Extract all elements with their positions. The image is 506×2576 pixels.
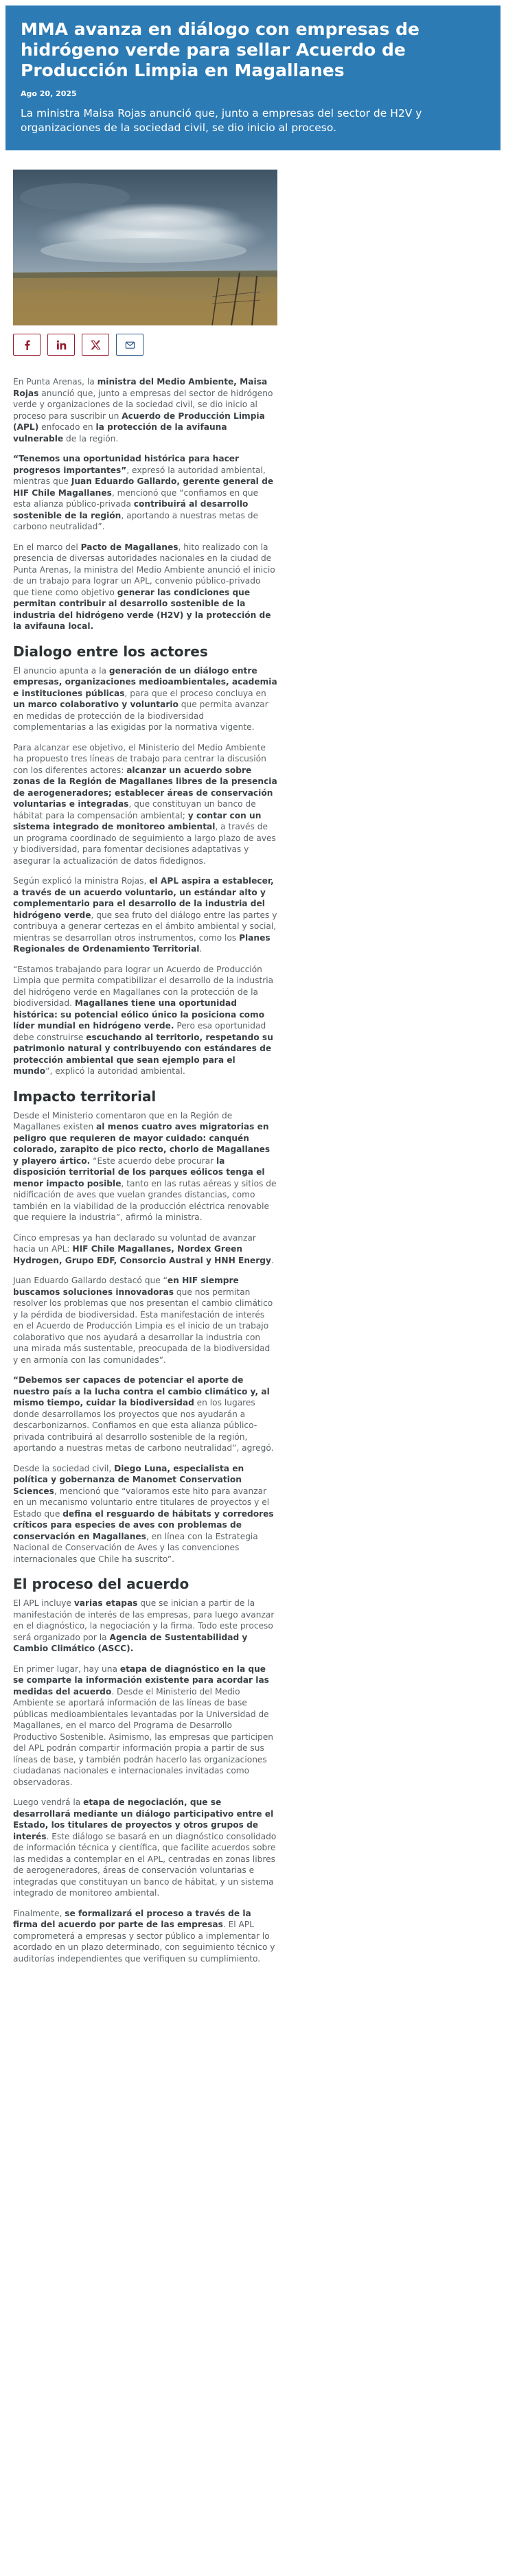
text-run: “Estamos trabajando para lograr un Acuerdo de Producción Limpia que permita compatibilizar el desarrollo de la industria del hidrógeno verde en Magallanes con la protección de la biodiversidad. <box>13 964 274 1008</box>
body-paragraph <box>13 875 277 955</box>
bold-text: varias etapas <box>73 1598 138 1608</box>
text-run: Para alcanzar ese objetivo, el Ministerio del Medio Ambiente ha propuesto tres líneas de trabajo para centrar la discusión con los diferentes actores: <box>13 742 266 775</box>
body-paragraph <box>13 1463 277 1565</box>
body-paragraph <box>13 1232 277 1267</box>
bold-text: Magallanes tiene una oportunidad histórica: su potencial eólico único la posiciona como líder mundial en hidrógeno verde. <box>13 998 265 1031</box>
text-run: En Punta Arenas, la <box>13 377 97 387</box>
body-paragraph <box>13 376 277 444</box>
article-photo <box>13 170 277 325</box>
text-run: Según explicó la ministra Rojas, <box>13 876 150 886</box>
text-run: enfocado en <box>38 422 96 432</box>
bold-text: generar las condiciones que permitan contribuir al desarrollo sostenible de la industria del hidrógeno verde (H2V) y la protección de la avifauna local. <box>13 587 271 631</box>
bold-text: “Tenemos una oportunidad histórica para hacer progresos importantes” <box>13 454 240 475</box>
bold-text: al menos cuatro aves migratorias en peligro que requieren de mayor cuidado: canquén colorado, zarapito de pico recto, chorlo de Magallanes y playero ártico. <box>13 1122 271 1166</box>
text-run: anunció que, junto a empresas del sector de hidrógeno verde y organizaciones de la sociedad civil, se dio inicio al proceso para suscribir un <box>13 388 273 421</box>
body-paragraph <box>13 453 277 533</box>
text-run: que nos permitan resolver los problemas que nos presentan el cambio climático y la pérdida de biodiversidad. Esta manifestación de interés en el Acuerdo de Producción Limpia es el inicio de un trabajo colaborativo que nos ayudará a desarrollar la industria con una mirada más sustentable, preocupada de la biodiversidad y en armonía con las comunidades”. <box>13 1287 273 1365</box>
x-icon <box>91 340 101 350</box>
text-run: . El APL comprometerá a empresas y sector público a implementar lo acordado en un plazo determinado, con seguimiento técnico y auditorías independientes que verifiquen su cumplimiento. <box>13 1920 275 1964</box>
text-run: , tanto en las rutas aéreas y sitios de nidificación de aves que vuelan grandes distancias, como también en la viabilidad de la producción eléctrica renovable que requiere la industria”, afirmó la ministra. <box>13 1178 277 1222</box>
article-page <box>0 5 506 1964</box>
bold-text: la protección de la avifauna vulnerable <box>13 422 227 444</box>
bold-text: etapa de diagnóstico en la que se comparte la información existente para acordar las medidas del acuerdo <box>13 1664 269 1697</box>
bold-text: alcanzar un acuerdo sobre zonas de la Región de Magallanes libres de la presencia de aerogeneradores; establecer áreas de conservación voluntarias e integradas <box>13 765 277 809</box>
bold-text: Pacto de Magallanes <box>80 542 179 552</box>
article-date: Ago 20, 2025 <box>21 89 77 98</box>
text-run: Finalmente, <box>13 1908 65 1918</box>
article-title: MMA avanza en diálogo con empresas de hidrógeno verde para sellar Acuerdo de Producción Limpia en Magallanes <box>21 19 419 80</box>
text-run: En el marco del <box>13 542 81 552</box>
share-x-button[interactable] <box>82 334 109 356</box>
bold-text: en HIF siempre buscamos soluciones innovadoras <box>13 1276 239 1297</box>
text-run: Cinco empresas ya han declarado su voluntad de avanzar hacia un APL: <box>13 1232 256 1254</box>
article-lead: La ministra Maisa Rojas anunció que, junto a empresas del sector de H2V y organizaciones de la sociedad civil, se dio inicio al proceso. <box>21 107 422 134</box>
text-run: , aportando a nuestras metas de carbono neutralidad”. <box>13 510 258 531</box>
text-run: , a través de un programa coordinado de seguimiento a largo plazo de aves y biodiversidad, para fomentar decisiones adaptativas y asegurar la actualización de datos fidedignos. <box>13 822 276 866</box>
text-run: que se inician a partir de la manifestación de interés de las empresas, para luego avanzar en el diagnóstico, la negociación y la firma. Todo este proceso será organizado por la <box>13 1598 275 1642</box>
section-heading: Impacto territorial <box>13 1088 157 1105</box>
text-run: . Este diálogo se basará en un diagnóstico consolidado de información técnica y científica, que facilite acuerdos sobre las medidas a contemplar en el APL, centradas en zonas libres de aerogeneradores, áreas de conservación voluntarias e integradas que constituyan un banco de hábitat, y un sistema integrado de monitoreo ambiental. <box>13 1831 277 1898</box>
text-run: , mencionó que “confiamos en que esta alianza público-privada <box>13 487 259 509</box>
body-paragraph <box>13 1664 277 1789</box>
article-sections <box>13 376 277 1964</box>
text-run: , en línea con la Estrategia Nacional de Conservación de Aves y las convenciones internacionales que Chile ha suscrito”. <box>13 1531 258 1564</box>
body-paragraph <box>13 1275 277 1366</box>
bold-text: Diego Luna, especialista en política y gobernanza de Manomet Conservation Sciences <box>13 1463 244 1496</box>
text-run: “Este acuerdo debe procurar <box>90 1155 216 1166</box>
facebook-icon <box>22 340 32 350</box>
share-bar <box>13 334 277 356</box>
text-run: , que sea fruto del diálogo entre las partes y contribuya a generar certezas en el ámbito ambiental y social, mientras se desarrollan otros instrumentos, como los <box>13 910 277 943</box>
bold-text: contribuirá al desarrollo sostenible de la región <box>13 499 249 520</box>
bold-text: Acuerdo de Producción Limpia (APL) <box>13 411 265 432</box>
text-run: . <box>271 1255 274 1265</box>
share-linkedin-button[interactable] <box>47 334 75 356</box>
bold-text: se formalizará el proceso a través de la firma del acuerdo por parte de las empresas <box>13 1908 251 1929</box>
bold-text: defina el resguardo de hábitats y corredores críticos para especies de aves con problemas de conservación en Magallanes <box>13 1508 274 1541</box>
bold-text: Juan Eduardo Gallardo, gerente general de HIF Chile Magallanes <box>13 476 274 498</box>
bold-text: generación de un diálogo entre empresas, organizaciones medioambientales, academia e instituciones públicas <box>13 665 277 698</box>
bold-text: y contar con un sistema integrado de monitoreo ambiental <box>13 810 262 831</box>
body-paragraph <box>13 1908 277 1965</box>
bold-text: la disposición territorial de los parques eólicos tenga el menor impacto posible <box>13 1155 265 1188</box>
body-paragraph <box>13 964 277 1077</box>
text-run: Desde la sociedad civil, <box>13 1463 115 1473</box>
bold-text: ministra del Medio Ambiente, Maisa Rojas <box>13 377 268 398</box>
text-run: ”, explicó la autoridad ambiental. <box>45 1066 185 1076</box>
text-run: El anuncio apunta a la <box>13 665 109 676</box>
text-run: en los lugares donde desarrollamos los proyectos que nos ayudarán a descarbonizarnos. Confiamos en que esta alianza público-privada contribuirá al desarrollo sostenible de la región, aportando a nuestras metas de carbono neutralidad”, agregó. <box>13 1398 274 1453</box>
article-header <box>5 5 501 150</box>
body-paragraph <box>13 1110 277 1223</box>
text-run: , mencionó que “valoramos este hito para avanzar en un mecanismo voluntario entre titulares de proyectos y el Estado que <box>13 1486 270 1519</box>
text-run: Luego vendrá la <box>13 1797 84 1807</box>
bold-text: escuchando al territorio, respetando su patrimonio natural y contribuyendo con estándares de protección ambiental que sean ejemplo para el mundo <box>13 1032 273 1076</box>
share-facebook-button[interactable] <box>13 334 41 356</box>
text-run: Juan Eduardo Gallardo destacó que “ <box>13 1276 168 1285</box>
text-run: . Desde el Ministerio del Medio Ambiente se aportará información de las líneas de base públicas medioambientales levantadas por la Universidad de Magallanes, en el marco del Programa de Desarrollo Productivo Sostenible. Asimismo, las empresas que participen del APL podrán compartir información propia a partir de sus líneas de base, y también podrán hacerlo las organizaciones ciudadanas nacionales e internacionales invitadas como observadoras. <box>13 1686 273 1787</box>
text-run: , para que el proceso concluya en <box>124 688 266 698</box>
section-heading: Dialogo entre los actores <box>13 643 208 660</box>
bold-text: el APL aspira a establecer, a través de un acuerdo voluntario, un estándar alto y complementario para el desarrollo de la industria del hidrógeno verde <box>13 876 274 920</box>
mail-icon <box>125 340 135 350</box>
text-run: . <box>199 944 203 954</box>
text-run: En primer lugar, hay una <box>13 1664 120 1674</box>
text-run: de la región. <box>63 433 119 444</box>
text-run: El APL incluye <box>13 1598 74 1608</box>
body-paragraph <box>13 1598 277 1655</box>
body-paragraph <box>13 1375 277 1454</box>
text-run: que permita avanzar en medidas de protección de la biodiversidad complementarias a las exigidas por la normativa vigente. <box>13 700 268 732</box>
body-paragraph <box>13 665 277 733</box>
bold-text: HIF Chile Magallanes, Nordex Green Hydrogen, Grupo EDF, Consorcio Austral y HNH Energy <box>13 1244 271 1265</box>
body-paragraph <box>13 742 277 867</box>
text-run: , hito realizado con la presencia de diversas autoridades nacionales en la ciudad de Punta Arenas, la ministra del Medio Ambiente anunció el inicio de un trabajo para lograr un APL, convenio público-privado que tiene como objetivo <box>13 542 275 597</box>
bold-text: etapa de negociación, que se desarrollará mediante un diálogo participativo entre el Estado, los titulares de proyectos y otros grupos de interés <box>13 1797 274 1841</box>
section-heading: El proceso del acuerdo <box>13 1576 189 1592</box>
text-run: , que constituyan un banco de hábitat para la compensación ambiental; <box>13 799 256 820</box>
bold-text: Agencia de Sustentabilidad y Cambio Climático (ASCC). <box>13 1632 248 1653</box>
linkedin-icon <box>56 340 67 350</box>
text-run: Pero esa oportunidad debe construirse <box>13 1021 266 1042</box>
bold-text: Planes Regionales de Ordenamiento Territorial <box>13 932 271 954</box>
text-run: , expresó la autoridad ambiental, mientras que <box>13 465 266 486</box>
article-body <box>0 150 277 1964</box>
text-run: Desde el Ministerio comentaron que en la Región de Magallanes existen <box>13 1110 233 1131</box>
bold-text: “Debemos ser capaces de potenciar el aporte de nuestro país a la lucha contra el cambio climático y, al mismo tiempo, cuidar la biodiversidad <box>13 1375 270 1407</box>
body-paragraph <box>13 542 277 632</box>
body-paragraph <box>13 1797 277 1899</box>
bold-text: un marco colaborativo y voluntario <box>13 700 179 709</box>
share-mail-button[interactable] <box>116 334 143 356</box>
